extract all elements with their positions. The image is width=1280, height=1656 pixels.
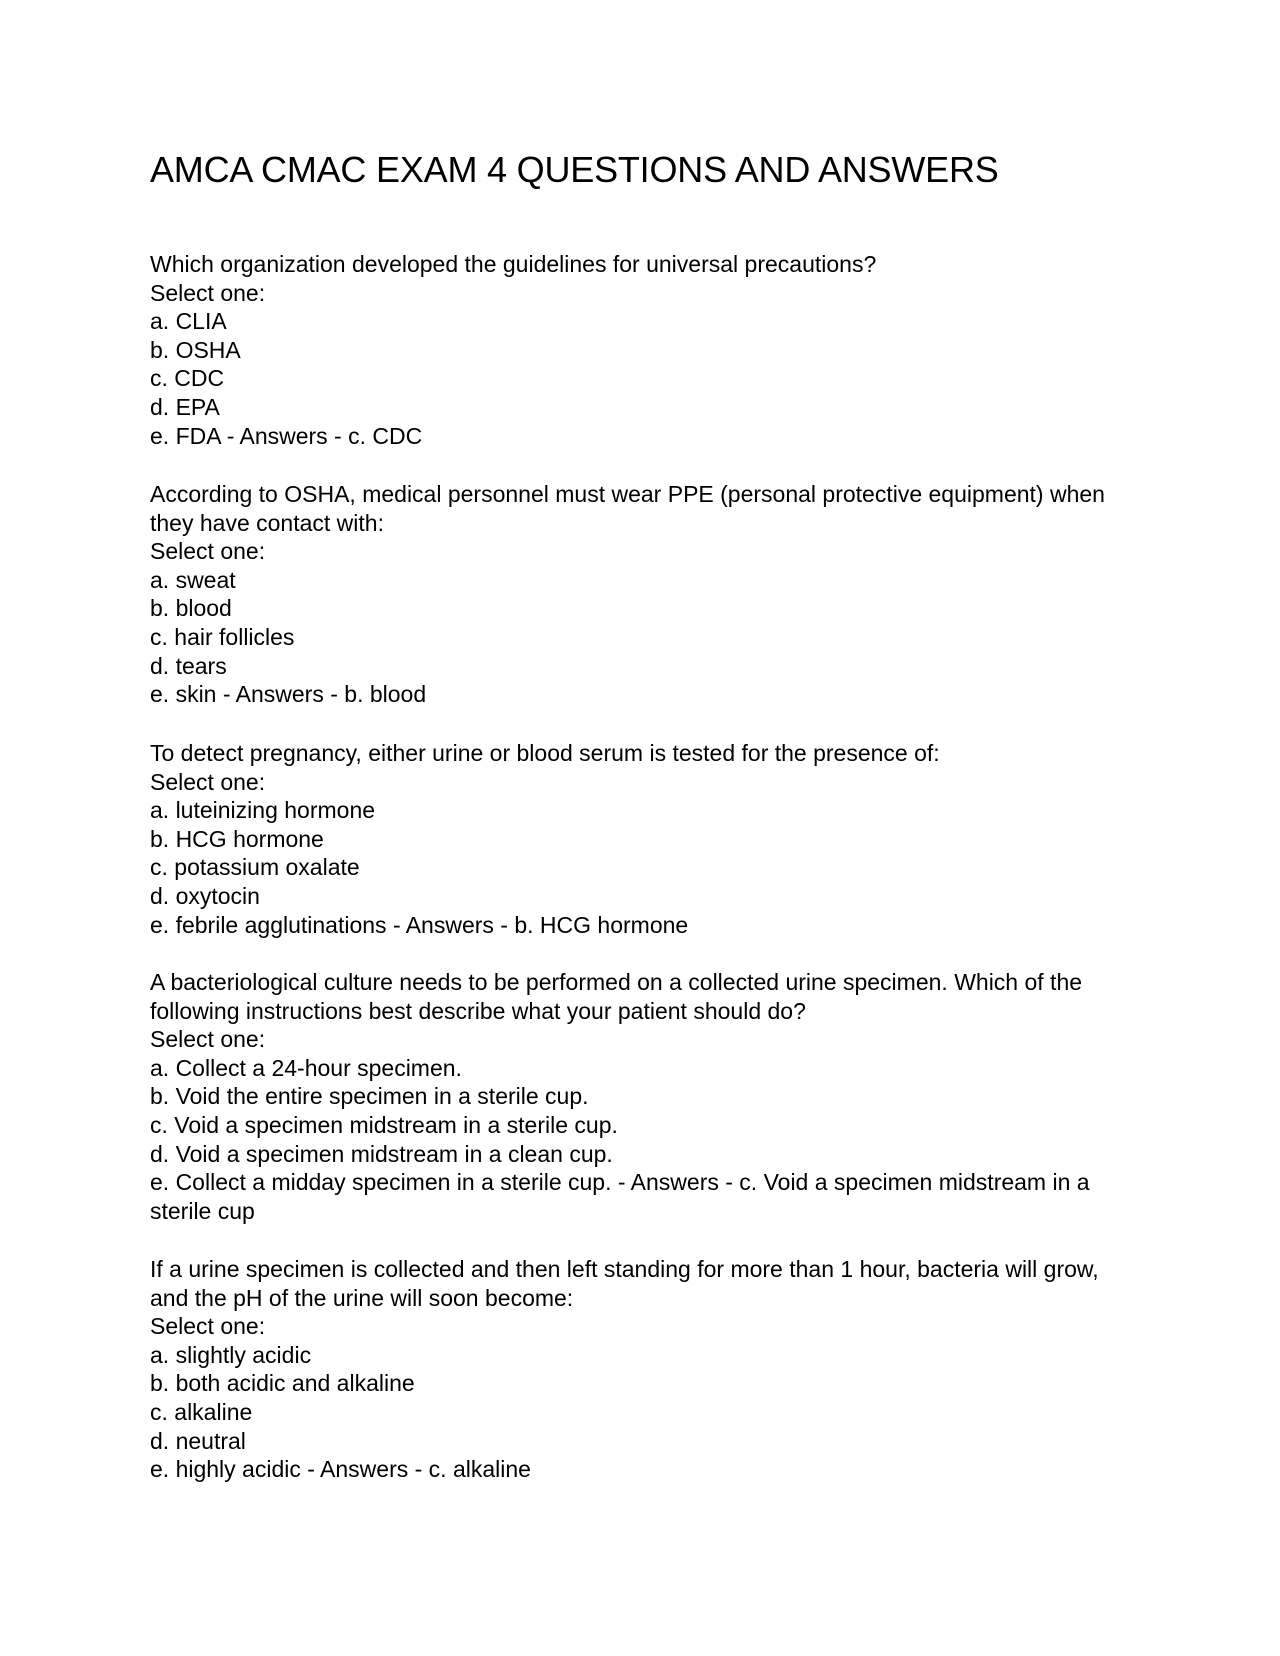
answer-option-with-key: e. FDA - Answers - c. CDC [150, 422, 423, 449]
answer-option: c. alkaline [150, 1398, 253, 1425]
answer-option-with-key: e. Collect a midday specimen in a sterile cup. - Answers - c. Void a specimen midstream in a sterile cup [150, 1169, 1090, 1224]
question-prompt: If a urine specimen is collected and then left standing for more than 1 hour, bacteria will grow, and the pH of the urine will soon become: [150, 1256, 1099, 1311]
question-block [150, 968, 1130, 1225]
question-block [150, 1255, 1130, 1484]
answer-option: b. Void the entire specimen in a sterile cup. [150, 1083, 589, 1110]
question-prompt: A bacteriological culture needs to be performed on a collected urine specimen. Which of the following instructions best describe what your patient should do? [150, 969, 1083, 1024]
answer-option: a. sweat [150, 566, 236, 593]
answer-option: d. neutral [150, 1427, 246, 1454]
answer-option: a. Collect a 24-hour specimen. [150, 1054, 462, 1081]
select-one-instruction: Select one: [150, 538, 266, 565]
select-one-instruction: Select one: [150, 768, 266, 795]
answer-option: a. luteinizing hormone [150, 797, 376, 824]
answer-option: c. CDC [150, 365, 225, 392]
question-block [150, 739, 1130, 939]
answer-option: a. slightly acidic [150, 1341, 312, 1368]
question-prompt: According to OSHA, medical personnel must wear PPE (personal protective equipment) when they have contact with: [150, 481, 1105, 536]
select-one-instruction: Select one: [150, 279, 266, 306]
answer-option: d. oxytocin [150, 882, 260, 909]
answer-option-with-key: e. highly acidic - Answers - c. alkaline [150, 1456, 531, 1483]
question-block [150, 480, 1130, 709]
answer-option: d. Void a specimen midstream in a clean cup. [150, 1140, 613, 1167]
answer-option: c. Void a specimen midstream in a sterile cup. [150, 1111, 618, 1138]
question-prompt: To detect pregnancy, either urine or blood serum is tested for the presence of: [150, 740, 940, 766]
answer-option: b. blood [150, 595, 232, 622]
answer-option: a. CLIA [150, 308, 227, 335]
page-title: AMCA CMAC EXAM 4 QUESTIONS AND ANSWERS [150, 149, 999, 190]
question-prompt: Which organization developed the guidelines for universal precautions? [150, 251, 877, 277]
answer-option: d. tears [150, 652, 227, 679]
select-one-instruction: Select one: [150, 1026, 266, 1053]
answer-option: b. both acidic and alkaline [150, 1370, 415, 1397]
answer-option: b. OSHA [150, 336, 241, 363]
question-block [150, 250, 1130, 450]
answer-option-with-key: e. febrile agglutinations - Answers - b. HCG hormone [150, 911, 689, 938]
answer-option-with-key: e. skin - Answers - b. blood [150, 681, 427, 708]
select-one-instruction: Select one: [150, 1313, 266, 1340]
answer-option: c. potassium oxalate [150, 854, 360, 881]
answer-option: c. hair follicles [150, 623, 295, 650]
answer-option: b. HCG hormone [150, 825, 324, 852]
answer-option: d. EPA [150, 393, 220, 420]
